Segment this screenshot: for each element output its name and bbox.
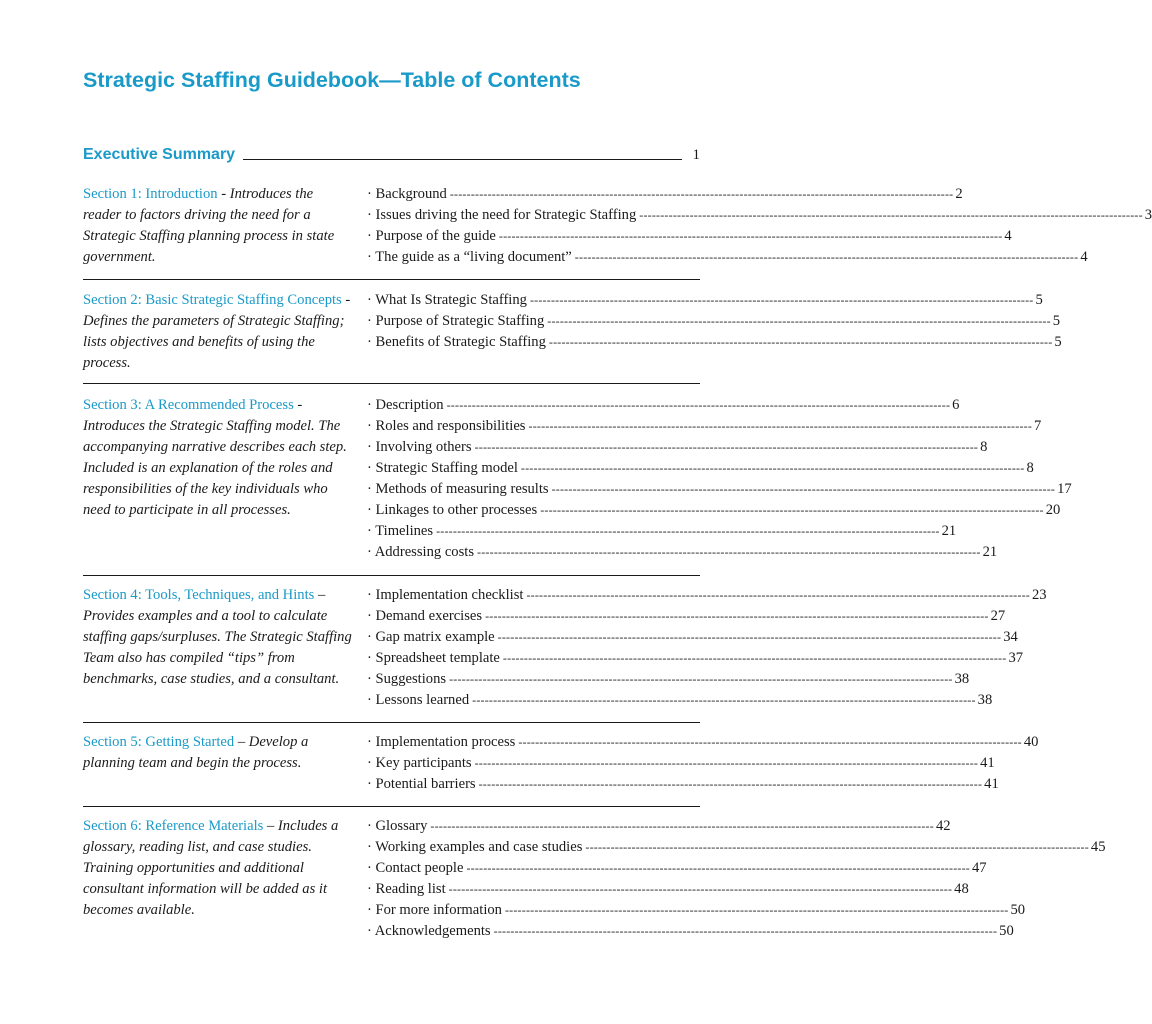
section-3-entries [367, 395, 1072, 563]
toc-entry-label: · Purpose of the guide [367, 228, 496, 244]
toc-entry-page: 41 [980, 755, 995, 771]
toc-entry-label: · Purpose of Strategic Staffing [367, 313, 545, 329]
toc-entry-page: 23 [1031, 587, 1047, 603]
toc-entry-label: · Working examples and case studies [367, 839, 583, 855]
toc-entry-label: · For more information [367, 902, 502, 918]
leader-dashes: ------------------------------------------------------------------------------------------------------------------------ [474, 756, 979, 770]
toc-entry[interactable] [367, 290, 1043, 311]
leader-dashes: ------------------------------------------------------------------------------------------------------------------------ [477, 545, 981, 559]
toc-entry-page: 6 [952, 397, 960, 413]
leader-dashes: ------------------------------------------------------------------------------------------------------------------------ [449, 187, 954, 201]
section-4-entries [367, 585, 1047, 711]
section-3-description [83, 395, 355, 521]
toc-entry-page: 20 [1045, 502, 1061, 518]
leader-dashes: ------------------------------------------------------------------------------------------------------------------------ [502, 651, 1007, 665]
leader-dashes: ------------------------------------------------------------------------------------------------------------------------ [498, 229, 1003, 243]
leader-dashes: ------------------------------------------------------------------------------------------------------------------------ [449, 672, 953, 686]
toc-entry-label: · Implementation checklist [367, 587, 524, 603]
toc-entry-page: 50 [1010, 902, 1026, 918]
toc-entry[interactable] [367, 753, 995, 774]
toc-entry-page: 5 [1035, 292, 1043, 308]
toc-entry-page: 50 [999, 923, 1014, 939]
section-5-heading[interactable]: Section 5: Getting Started [83, 734, 235, 750]
toc-entry-page: 4 [1080, 249, 1088, 265]
toc-entry-label: · Potential barriers [367, 776, 476, 792]
toc-entry-page: 5 [1054, 334, 1062, 350]
section-6-heading[interactable]: Section 6: Reference Materials [83, 818, 264, 834]
toc-entry-label: · Description [367, 397, 444, 413]
heading-separator: – [234, 734, 249, 750]
toc-entry[interactable] [367, 226, 1012, 247]
heading-separator: – [314, 587, 326, 603]
toc-entry[interactable] [367, 648, 1024, 669]
executive-summary-page: 1 [692, 147, 700, 163]
toc-entry[interactable] [367, 416, 1042, 437]
section-divider [83, 806, 700, 807]
toc-entry-page: 21 [941, 523, 957, 539]
toc-entry-label: · Contact people [367, 860, 464, 876]
leader-dashes: ------------------------------------------------------------------------------------------------------------------------ [472, 693, 976, 707]
toc-entry[interactable] [367, 521, 957, 542]
page-title: Strategic Staffing Guidebook—Table of Contents [83, 68, 581, 92]
toc-entry-page: 5 [1052, 313, 1061, 329]
toc-entry-page: 4 [1004, 228, 1012, 244]
toc-entry-page: 41 [984, 776, 999, 792]
toc-entry-page: 17 [1057, 481, 1072, 497]
leader-dashes: ------------------------------------------------------------------------------------------------------------------------ [540, 503, 1044, 517]
leader-dashes: ------------------------------------------------------------------------------------------------------------------------ [478, 777, 983, 791]
toc-entry[interactable] [367, 669, 970, 690]
toc-entry[interactable] [367, 774, 999, 795]
leader-dashes: ------------------------------------------------------------------------------------------------------------------------ [529, 293, 1034, 307]
toc-entry[interactable] [367, 816, 951, 837]
toc-entry[interactable] [367, 500, 1061, 521]
section-2-entries [367, 290, 1062, 353]
toc-entry-page: 8 [1026, 460, 1034, 476]
section-6-entries [367, 816, 1106, 942]
leader-dashes: ------------------------------------------------------------------------------------------------------------------------ [551, 482, 1056, 496]
toc-entry-page: 8 [980, 439, 988, 455]
toc-entry[interactable] [367, 690, 993, 711]
toc-entry-label: · Addressing costs [367, 544, 475, 560]
toc-entry[interactable] [367, 395, 960, 416]
toc-entry-label: · Roles and responsibilities [367, 418, 526, 434]
leader-dashes: ------------------------------------------------------------------------------------------------------------------------ [528, 419, 1033, 433]
leader-dashes: ------------------------------------------------------------------------------------------------------------------------ [548, 335, 1053, 349]
toc-entry[interactable] [367, 184, 963, 205]
toc-entry[interactable] [367, 900, 1026, 921]
leader-dashes: ------------------------------------------------------------------------------------------------------------------------ [446, 398, 951, 412]
leader-dashes: ------------------------------------------------------------------------------------------------------------------------ [526, 588, 1030, 602]
section-1-summary: Introduces the reader to factors driving the need for a Strategic Staffing planning process in state government. [83, 186, 335, 265]
section-3-heading[interactable]: Section 3: A Recommended Process [83, 397, 294, 413]
toc-entry[interactable] [367, 585, 1047, 606]
leader-dashes: ------------------------------------------------------------------------------------------------------------------------ [493, 924, 998, 938]
toc-entry-label: · What Is Strategic Staffing [367, 292, 527, 308]
toc-entry-label: · Linkages to other processes [367, 502, 538, 518]
toc-entry-label: · Suggestions [367, 671, 447, 687]
toc-entry[interactable] [367, 606, 1006, 627]
section-3-summary: Introduces the Strategic Staffing model. The accompanying narrative describes each step. Included is an explanation of the roles and responsibilities of the key individuals who need to participate in all processes. [83, 418, 347, 518]
toc-entry-label: · Implementation process [367, 734, 516, 750]
heading-separator: – [263, 818, 278, 834]
executive-summary-entry[interactable] [83, 142, 700, 164]
toc-entry-page: 2 [955, 186, 963, 202]
section-5-description [83, 732, 355, 774]
leader-dashes: ------------------------------------------------------------------------------------------------------------------------ [436, 524, 940, 538]
toc-entry[interactable] [367, 479, 1072, 500]
toc-entry-page: 27 [990, 608, 1006, 624]
toc-entry-label: · Issues driving the need for Strategic Staffing [367, 207, 637, 223]
toc-entry-label: · Demand exercises [367, 608, 483, 624]
toc-entry-page: 3 [1144, 207, 1152, 223]
toc-entry-label: · Reading list [367, 881, 446, 897]
toc-entry[interactable] [367, 879, 969, 900]
toc-entry[interactable] [367, 458, 1034, 479]
toc-entry[interactable] [367, 732, 1039, 753]
toc-entry-page: 7 [1034, 418, 1042, 434]
section-2-heading[interactable]: Section 2: Basic Strategic Staffing Concepts [83, 292, 342, 308]
section-1-entries [367, 184, 1152, 268]
toc-entry-label: · Lessons learned [367, 692, 470, 708]
leader-dashes: ------------------------------------------------------------------------------------------------------------------------ [448, 882, 953, 896]
toc-entry[interactable] [367, 437, 988, 458]
section-1-heading[interactable]: Section 1: Introduction [83, 186, 218, 202]
toc-entry[interactable] [367, 542, 998, 563]
leader-dashes: ------------------------------------------------------------------------------------------------------------------------ [639, 208, 1143, 222]
section-divider [83, 722, 700, 723]
toc-entry-label: · Gap matrix example [367, 629, 495, 645]
toc-entry[interactable] [367, 837, 1106, 858]
leader-dashes: ------------------------------------------------------------------------------------------------------------------------ [585, 840, 1089, 854]
toc-entry-label: · The guide as a “living document” [367, 249, 572, 265]
toc-entry-page: 45 [1090, 839, 1106, 855]
section-4-description [83, 585, 355, 690]
leader-dashes: ------------------------------------------------------------------------------------------------------------------------ [430, 819, 934, 833]
executive-summary-label: Executive Summary [83, 146, 236, 163]
toc-entry-page: 34 [1003, 629, 1018, 645]
section-1-description [83, 184, 355, 268]
leader-dashes: ------------------------------------------------------------------------------------------------------------------------ [474, 440, 979, 454]
leader-dashes: ------------------------------------------------------------------------------------------------------------------------ [497, 630, 1002, 644]
section-4-summary: Provides examples and a tool to calculate staffing gaps/surpluses. The Strategic Staffing Team also has compiled “tips” from benchmarks, case studies, and a consultant. [83, 608, 352, 687]
toc-entry-label: · Benefits of Strategic Staffing [367, 334, 546, 350]
toc-entry-label: · Key participants [367, 755, 472, 771]
section-2-summary: Defines the parameters of Strategic Staffing; lists objectives and benefits of using the process. [83, 313, 345, 371]
section-divider [83, 575, 700, 576]
toc-entry-page: 37 [1008, 650, 1024, 666]
leader-dashes: ------------------------------------------------------------------------------------------------------------------------ [504, 903, 1009, 917]
leader-dashes: ------------------------------------------------------------------------------------------------------------------------ [574, 250, 1079, 264]
leader-dashes: ------------------------------------------------------------------------------------------------------------------------ [547, 314, 1051, 328]
section-divider [83, 279, 700, 280]
heading-separator: - [293, 397, 303, 413]
section-6-description [83, 816, 355, 921]
toc-entry[interactable] [367, 311, 1061, 332]
toc-entry-label: · Timelines [367, 523, 434, 539]
heading-separator: - [341, 292, 351, 308]
toc-entry-label: · Methods of measuring results [367, 481, 549, 497]
toc-entry-label: · Strategic Staffing model [367, 460, 518, 476]
heading-separator: - [217, 186, 230, 202]
section-4-heading[interactable]: Section 4: Tools, Techniques, and Hints [83, 587, 315, 603]
leader-dashes: ------------------------------------------------------------------------------------------------------------------------ [518, 735, 1022, 749]
toc-entry[interactable] [367, 921, 1014, 942]
leader-dashes: ------------------------------------------------------------------------------------------------------------------------ [466, 861, 970, 875]
leader-dashes: ------------------------------------------------------------------------------------------------------------------------ [485, 609, 989, 623]
toc-entry-page: 47 [971, 860, 987, 876]
toc-entry-label: · Spreadsheet template [367, 650, 500, 666]
toc-entry[interactable] [367, 627, 1018, 648]
toc-entry-page: 38 [977, 692, 993, 708]
section-divider [83, 383, 700, 384]
section-5-entries [367, 732, 1039, 795]
section-5-summary: Develop a planning team and begin the process. [83, 734, 309, 771]
toc-entry-label: · Involving others [367, 439, 472, 455]
toc-entry-page: 42 [935, 818, 951, 834]
toc-entry[interactable] [367, 205, 1152, 226]
toc-entry[interactable] [367, 332, 1062, 353]
toc-entry-page: 21 [982, 544, 998, 560]
toc-entry-page: 38 [954, 671, 970, 687]
toc-entry-page: 40 [1023, 734, 1039, 750]
toc-entry-label: · Background [367, 186, 447, 202]
toc-entry[interactable] [367, 247, 1088, 268]
toc-entry-page: 48 [954, 881, 969, 897]
toc-entry[interactable] [367, 858, 987, 879]
leader-line [243, 159, 682, 160]
section-2-description [83, 290, 355, 374]
section-6-summary: Includes a glossary, reading list, and case studies. Training opportunities and additional consultant information will be added as it becomes available. [83, 818, 339, 918]
leader-dashes: ------------------------------------------------------------------------------------------------------------------------ [520, 461, 1025, 475]
toc-entry-label: · Acknowledgements [367, 923, 491, 939]
toc-entry-label: · Glossary [367, 818, 428, 834]
